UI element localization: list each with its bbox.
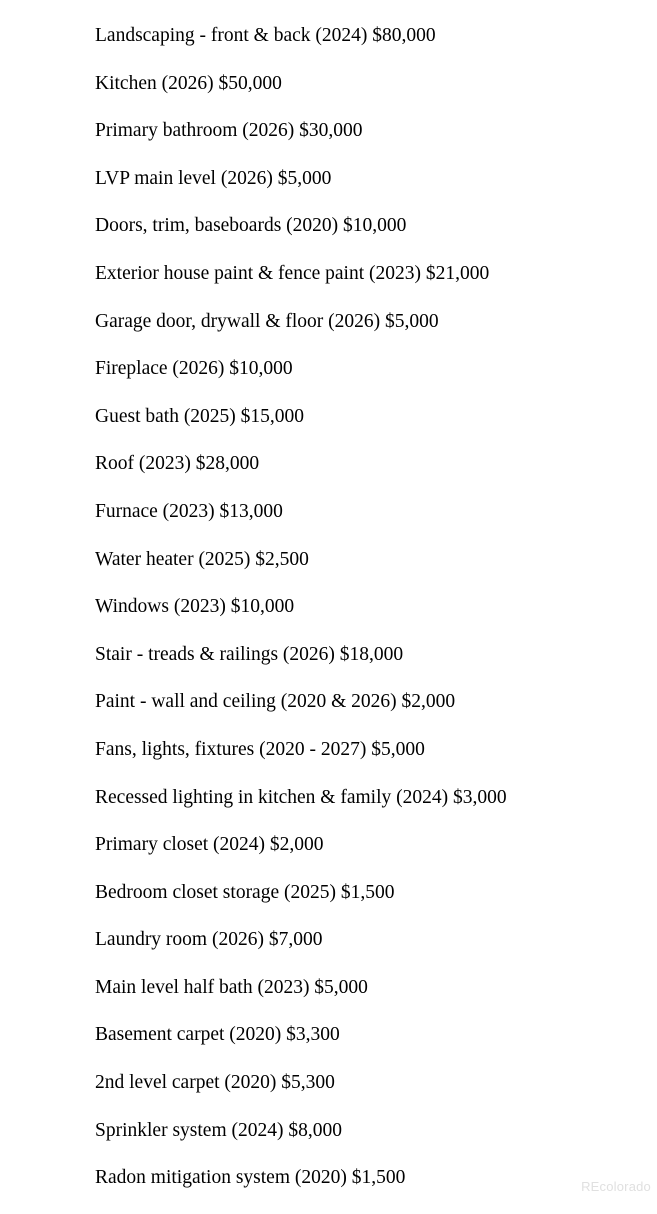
list-item: Landscaping - front & back (2024) $80,000 <box>95 25 436 46</box>
list-item: Paint - wall and ceiling (2020 & 2026) $2,000 <box>95 691 456 713</box>
improvements-list <box>95 24 507 1214</box>
list-item: Garage door, drywall & floor (2026) $5,000 <box>95 310 439 332</box>
list-item: Fans, lights, fixtures (2020 - 2027) $5,000 <box>95 738 425 760</box>
list-item: Bedroom closet storage (2025) $1,500 <box>95 881 395 903</box>
list-item: Main level half bath (2023) $5,000 <box>95 976 368 998</box>
list-item: Radon mitigation system (2020) $1,500 <box>95 1167 406 1189</box>
list-item: LVP main level (2026) $5,000 <box>95 167 332 189</box>
list-item: Guest bath (2025) $15,000 <box>95 405 305 427</box>
list-item: 2nd level carpet (2020) $5,300 <box>95 1072 335 1094</box>
list-item: Roof (2023) $28,000 <box>95 453 260 475</box>
list-item: Basement carpet (2020) $3,300 <box>95 1024 340 1046</box>
list-item: Windows (2023) $10,000 <box>95 596 295 618</box>
list-item: Furnace (2023) $13,000 <box>95 500 283 522</box>
list-item: Recessed lighting in kitchen & family (2024) $3,000 <box>95 786 507 808</box>
list-item: Kitchen (2026) $50,000 <box>95 72 282 94</box>
list-item: Primary closet (2024) $2,000 <box>95 834 324 856</box>
list-item: Stair - treads & railings (2026) $18,000 <box>95 643 404 665</box>
list-item: Doors, trim, baseboards (2020) $10,000 <box>95 215 407 237</box>
list-item: Exterior house paint & fence paint (2023) $21,000 <box>95 262 490 284</box>
list-item: Sprinkler system (2024) $8,000 <box>95 1119 342 1141</box>
list-item: Water heater (2025) $2,500 <box>95 548 309 570</box>
watermark: REcolorado <box>581 1179 651 1194</box>
list-item: Fireplace (2026) $10,000 <box>95 358 293 380</box>
list-item: Laundry room (2026) $7,000 <box>95 929 323 951</box>
list-item: Primary bathroom (2026) $30,000 <box>95 120 363 142</box>
